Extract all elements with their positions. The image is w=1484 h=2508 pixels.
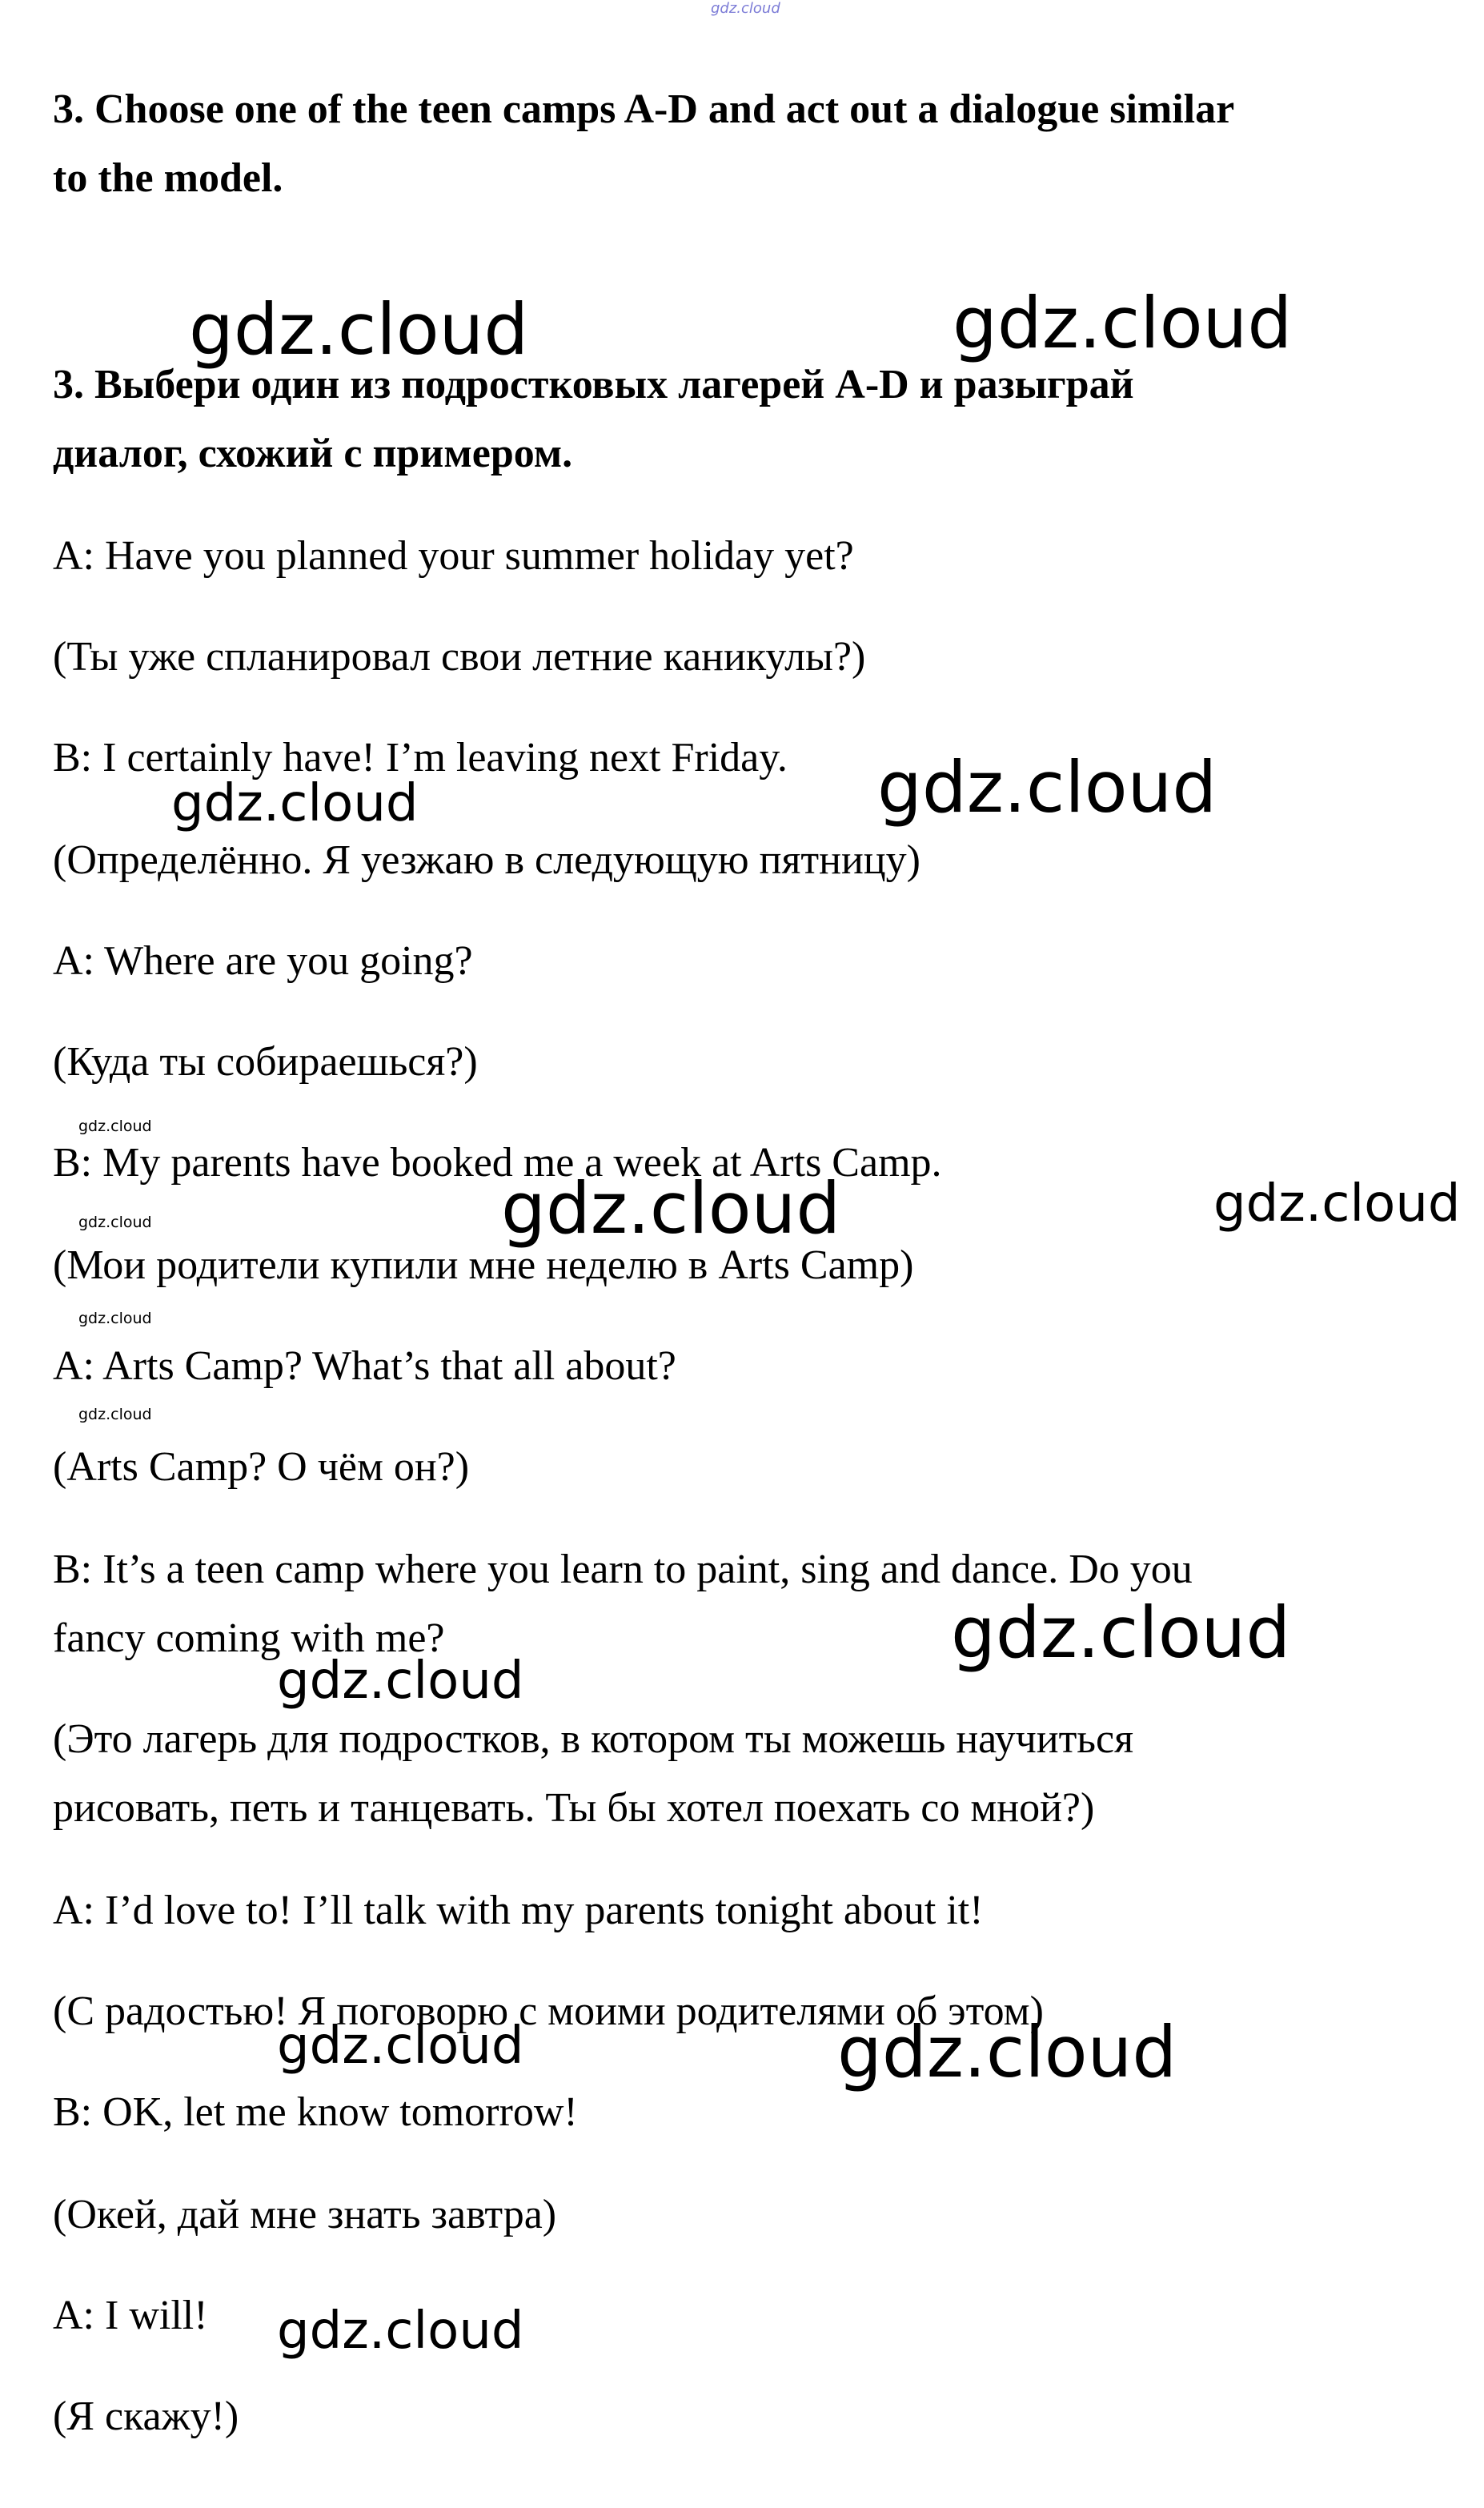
dialogue-line: (Arts Camp? О чём он?) [53, 1444, 470, 1490]
dialogue-line: (Мои родители купили мне неделю в Arts Camp) [53, 1242, 914, 1288]
watermark: gdz.cloud [277, 1651, 524, 1711]
watermark: gdz.cloud [277, 2301, 524, 2361]
dialogue-line: B: My parents have booked me a week at Arts Camp. [53, 1140, 942, 1186]
watermark: gdz.cloud [189, 288, 529, 371]
task-title-en-line-2: to the model. [53, 155, 283, 201]
watermark: gdz.cloud [1213, 1174, 1461, 1234]
dialogue-line: A: Have you planned your summer holiday yet? [53, 533, 854, 579]
watermark: gdz.cloud [877, 746, 1217, 829]
task-title-ru-line-2: диалог, схожий с примером. [53, 431, 573, 476]
watermark: gdz.cloud [837, 2011, 1177, 2093]
dialogue-line: A: Arts Camp? What’s that all about? [53, 1343, 676, 1389]
watermark: gdz.cloud [78, 1118, 152, 1135]
task-title-ru-line-1: 3. Выбери один из подростковых лагерей A-D и разыграй [53, 362, 1134, 407]
dialogue-line: A: I’d love to! I’ll talk with my parents tonight about it! [53, 1888, 984, 1933]
watermark: gdz.cloud [951, 1591, 1291, 1674]
dialogue-line: рисовать, петь и танцевать. Ты бы хотел поехать со мной?) [53, 1785, 1095, 1831]
watermark: gdz.cloud [78, 1406, 152, 1423]
watermark: gdz.cloud [171, 774, 419, 833]
watermark: gdz.cloud [78, 1214, 152, 1231]
dialogue-line: (Это лагерь для подростков, в котором ты можешь научиться [53, 1716, 1134, 1762]
dialogue-line: fancy coming with me? [53, 1615, 445, 1661]
dialogue-line: (Я скажу!) [53, 2394, 239, 2439]
dialogue-line: A: I will! [53, 2293, 208, 2338]
dialogue-line: B: OK, let me know tomorrow! [53, 2089, 578, 2135]
watermark: gdz.cloud [277, 2016, 524, 2076]
dialogue-line: B: I certainly have! I’m leaving next Friday. [53, 735, 788, 780]
dialogue-line: (С радостью! Я поговорю с моими родителями об этом) [53, 1988, 1044, 2034]
task-title-en-line-1: 3. Choose one of the teen camps A-D and act out a dialogue similar [53, 86, 1235, 132]
dialogue-line: (Определённо. Я уезжаю в следующую пятницу) [53, 837, 920, 883]
watermark: gdz.cloud [953, 282, 1293, 364]
header-watermark: gdz.cloud [711, 0, 780, 17]
dialogue-line: (Куда ты собираешься?) [53, 1039, 478, 1085]
dialogue-line: B: It’s a teen camp where you learn to paint, sing and dance. Do you [53, 1547, 1193, 1592]
dialogue-line: A: Where are you going? [53, 938, 473, 984]
dialogue-line: (Ты уже спланировал свои летние каникулы?) [53, 634, 866, 680]
watermark: gdz.cloud [501, 1167, 841, 1250]
dialogue-line: (Окей, дай мне знать завтра) [53, 2192, 557, 2237]
watermark: gdz.cloud [78, 1310, 152, 1327]
